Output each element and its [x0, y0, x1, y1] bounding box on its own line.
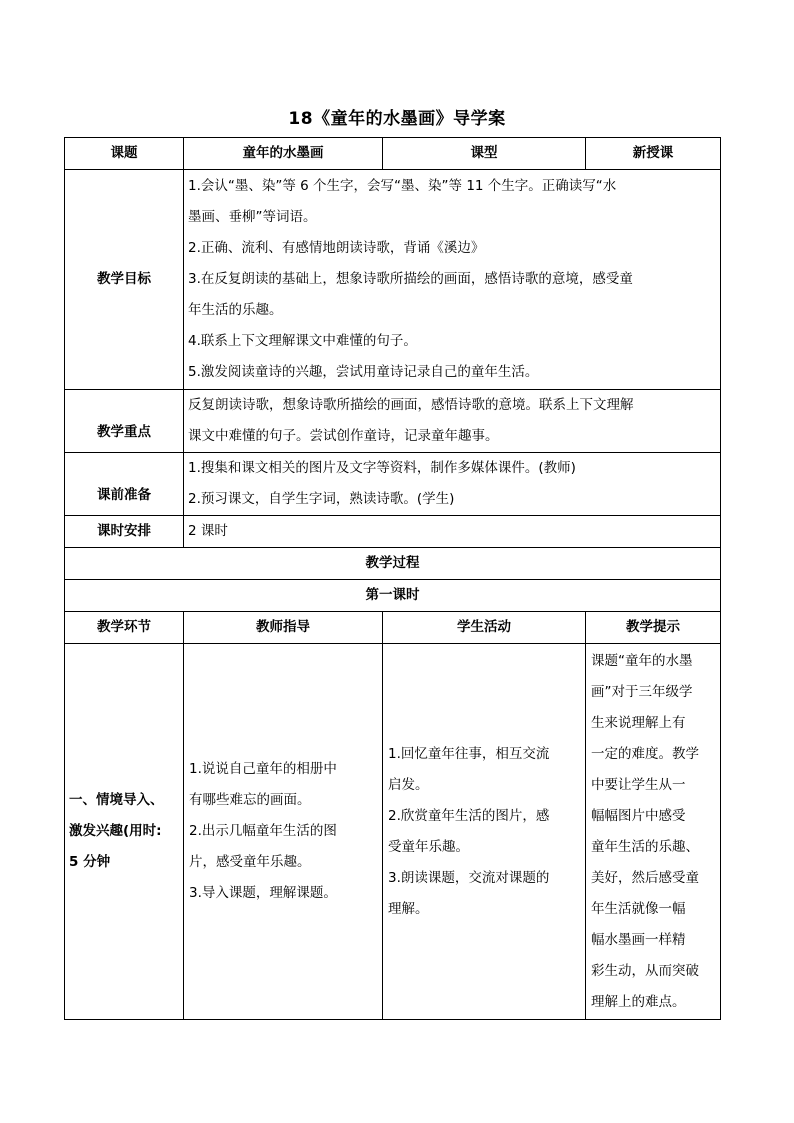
- preparation-row: [65, 453, 721, 516]
- schedule-label: 课时安排: [65, 516, 184, 548]
- student-line: 启发。: [388, 776, 429, 793]
- key-points-label: 教学重点: [65, 390, 184, 453]
- preparation-content: [184, 453, 721, 516]
- objective-line: 年生活的乐趣。: [188, 302, 283, 318]
- process-title-row: [65, 548, 721, 580]
- tips-line: 课题“童年的水墨: [591, 652, 693, 669]
- objective-line: 2.正确、流利、有感情地朗读诗歌，背诵《溪边》: [188, 240, 485, 256]
- preparation-label: 课前准备: [65, 453, 184, 516]
- teacher-line: 片，感受童年乐趣。: [189, 854, 311, 870]
- key-point-line: 反复朗读诗歌，想象诗歌所描绘的画面，感悟诗歌的意境。联系上下文理解: [188, 397, 634, 413]
- stage-cell: [65, 644, 184, 1020]
- column-teacher: 教师指导: [184, 612, 383, 644]
- tips-line: 彩生动，从而突破: [591, 962, 699, 979]
- preparation-line: 2.预习课文，自学生字词，熟读诗歌。(学生): [188, 491, 455, 507]
- student-line: 1.回忆童年往事，相互交流: [388, 745, 550, 762]
- stage-line: 激发兴趣(用时:: [69, 823, 162, 839]
- student-line: 受童年乐趣。: [388, 838, 469, 855]
- teacher-cell: [184, 644, 383, 1020]
- stage-line: 一、情境导入、: [69, 792, 164, 808]
- tips-line: 中要让学生从一: [591, 776, 686, 793]
- objectives-label: 教学目标: [65, 170, 184, 390]
- student-line: 理解。: [388, 900, 429, 917]
- tips-cell: [586, 644, 721, 1020]
- column-stage: 教学环节: [65, 612, 184, 644]
- objective-line: 墨画、垂柳”等词语。: [188, 209, 317, 225]
- process-title: 教学过程: [65, 548, 721, 580]
- objective-line: 1.会认“墨、染”等 6 个生字，会写“墨、染”等 11 个生字。正确读写“水: [188, 178, 617, 194]
- student-cell: [383, 644, 586, 1020]
- student-line: 2.欣赏童年生活的图片，感: [388, 807, 550, 824]
- objectives-row: [65, 170, 721, 390]
- teacher-line: 有哪些难忘的画面。: [189, 792, 311, 808]
- topic-label: 课题: [65, 138, 184, 170]
- schedule-row: [65, 516, 721, 548]
- tips-line: 画”对于三年级学: [591, 683, 693, 700]
- tips-line: 一定的难度。教学: [591, 745, 699, 762]
- lesson-title-row: [65, 580, 721, 612]
- lesson-plan-table: [64, 137, 721, 1020]
- column-student: 学生活动: [383, 612, 586, 644]
- student-line: 3.朗读课题，交流对课题的: [388, 869, 550, 886]
- section-row: [65, 644, 721, 1020]
- teacher-line: 1.说说自己童年的相册中: [189, 761, 337, 777]
- teacher-line: 3.导入课题，理解课题。: [189, 885, 337, 901]
- header-row: [65, 138, 721, 170]
- tips-line: 幅幅图片中感受: [591, 807, 686, 824]
- tips-line: 美好，然后感受童: [591, 869, 699, 886]
- tips-line: 幅水墨画一样精: [591, 931, 686, 948]
- objective-line: 5.激发阅读童诗的兴趣，尝试用童诗记录自己的童年生活。: [188, 364, 539, 380]
- tips-line: 童年生活的乐趣、: [591, 838, 699, 855]
- schedule-value: 2 课时: [184, 516, 721, 548]
- type-label: 课型: [383, 138, 586, 170]
- column-header-row: [65, 612, 721, 644]
- objective-line: 4.联系上下文理解课文中难懂的句子。: [188, 333, 417, 349]
- key-points-row: [65, 390, 721, 453]
- type-value: 新授课: [586, 138, 721, 170]
- objective-line: 3.在反复朗读的基础上，想象诗歌所描绘的画面，感悟诗歌的意境，感受童: [188, 271, 633, 287]
- key-points-content: [184, 390, 721, 453]
- topic-value: 童年的水墨画: [184, 138, 383, 170]
- document-title: 18《童年的水墨画》导学案: [288, 109, 506, 129]
- objectives-content: [184, 170, 721, 390]
- stage-line: 5 分钟: [69, 854, 111, 870]
- teacher-line: 2.出示几幅童年生活的图: [189, 823, 337, 839]
- key-point-line: 课文中难懂的句子。尝试创作童诗，记录童年趣事。: [188, 428, 499, 444]
- preparation-line: 1.搜集和课文相关的图片及文字等资料，制作多媒体课件。(教师): [188, 460, 576, 476]
- tips-line: 年生活就像一幅: [591, 900, 686, 917]
- tips-line: 理解上的难点。: [591, 993, 686, 1010]
- column-tips: 教学提示: [586, 612, 721, 644]
- tips-line: 生来说理解上有: [591, 714, 686, 731]
- lesson-title: 第一课时: [65, 580, 721, 612]
